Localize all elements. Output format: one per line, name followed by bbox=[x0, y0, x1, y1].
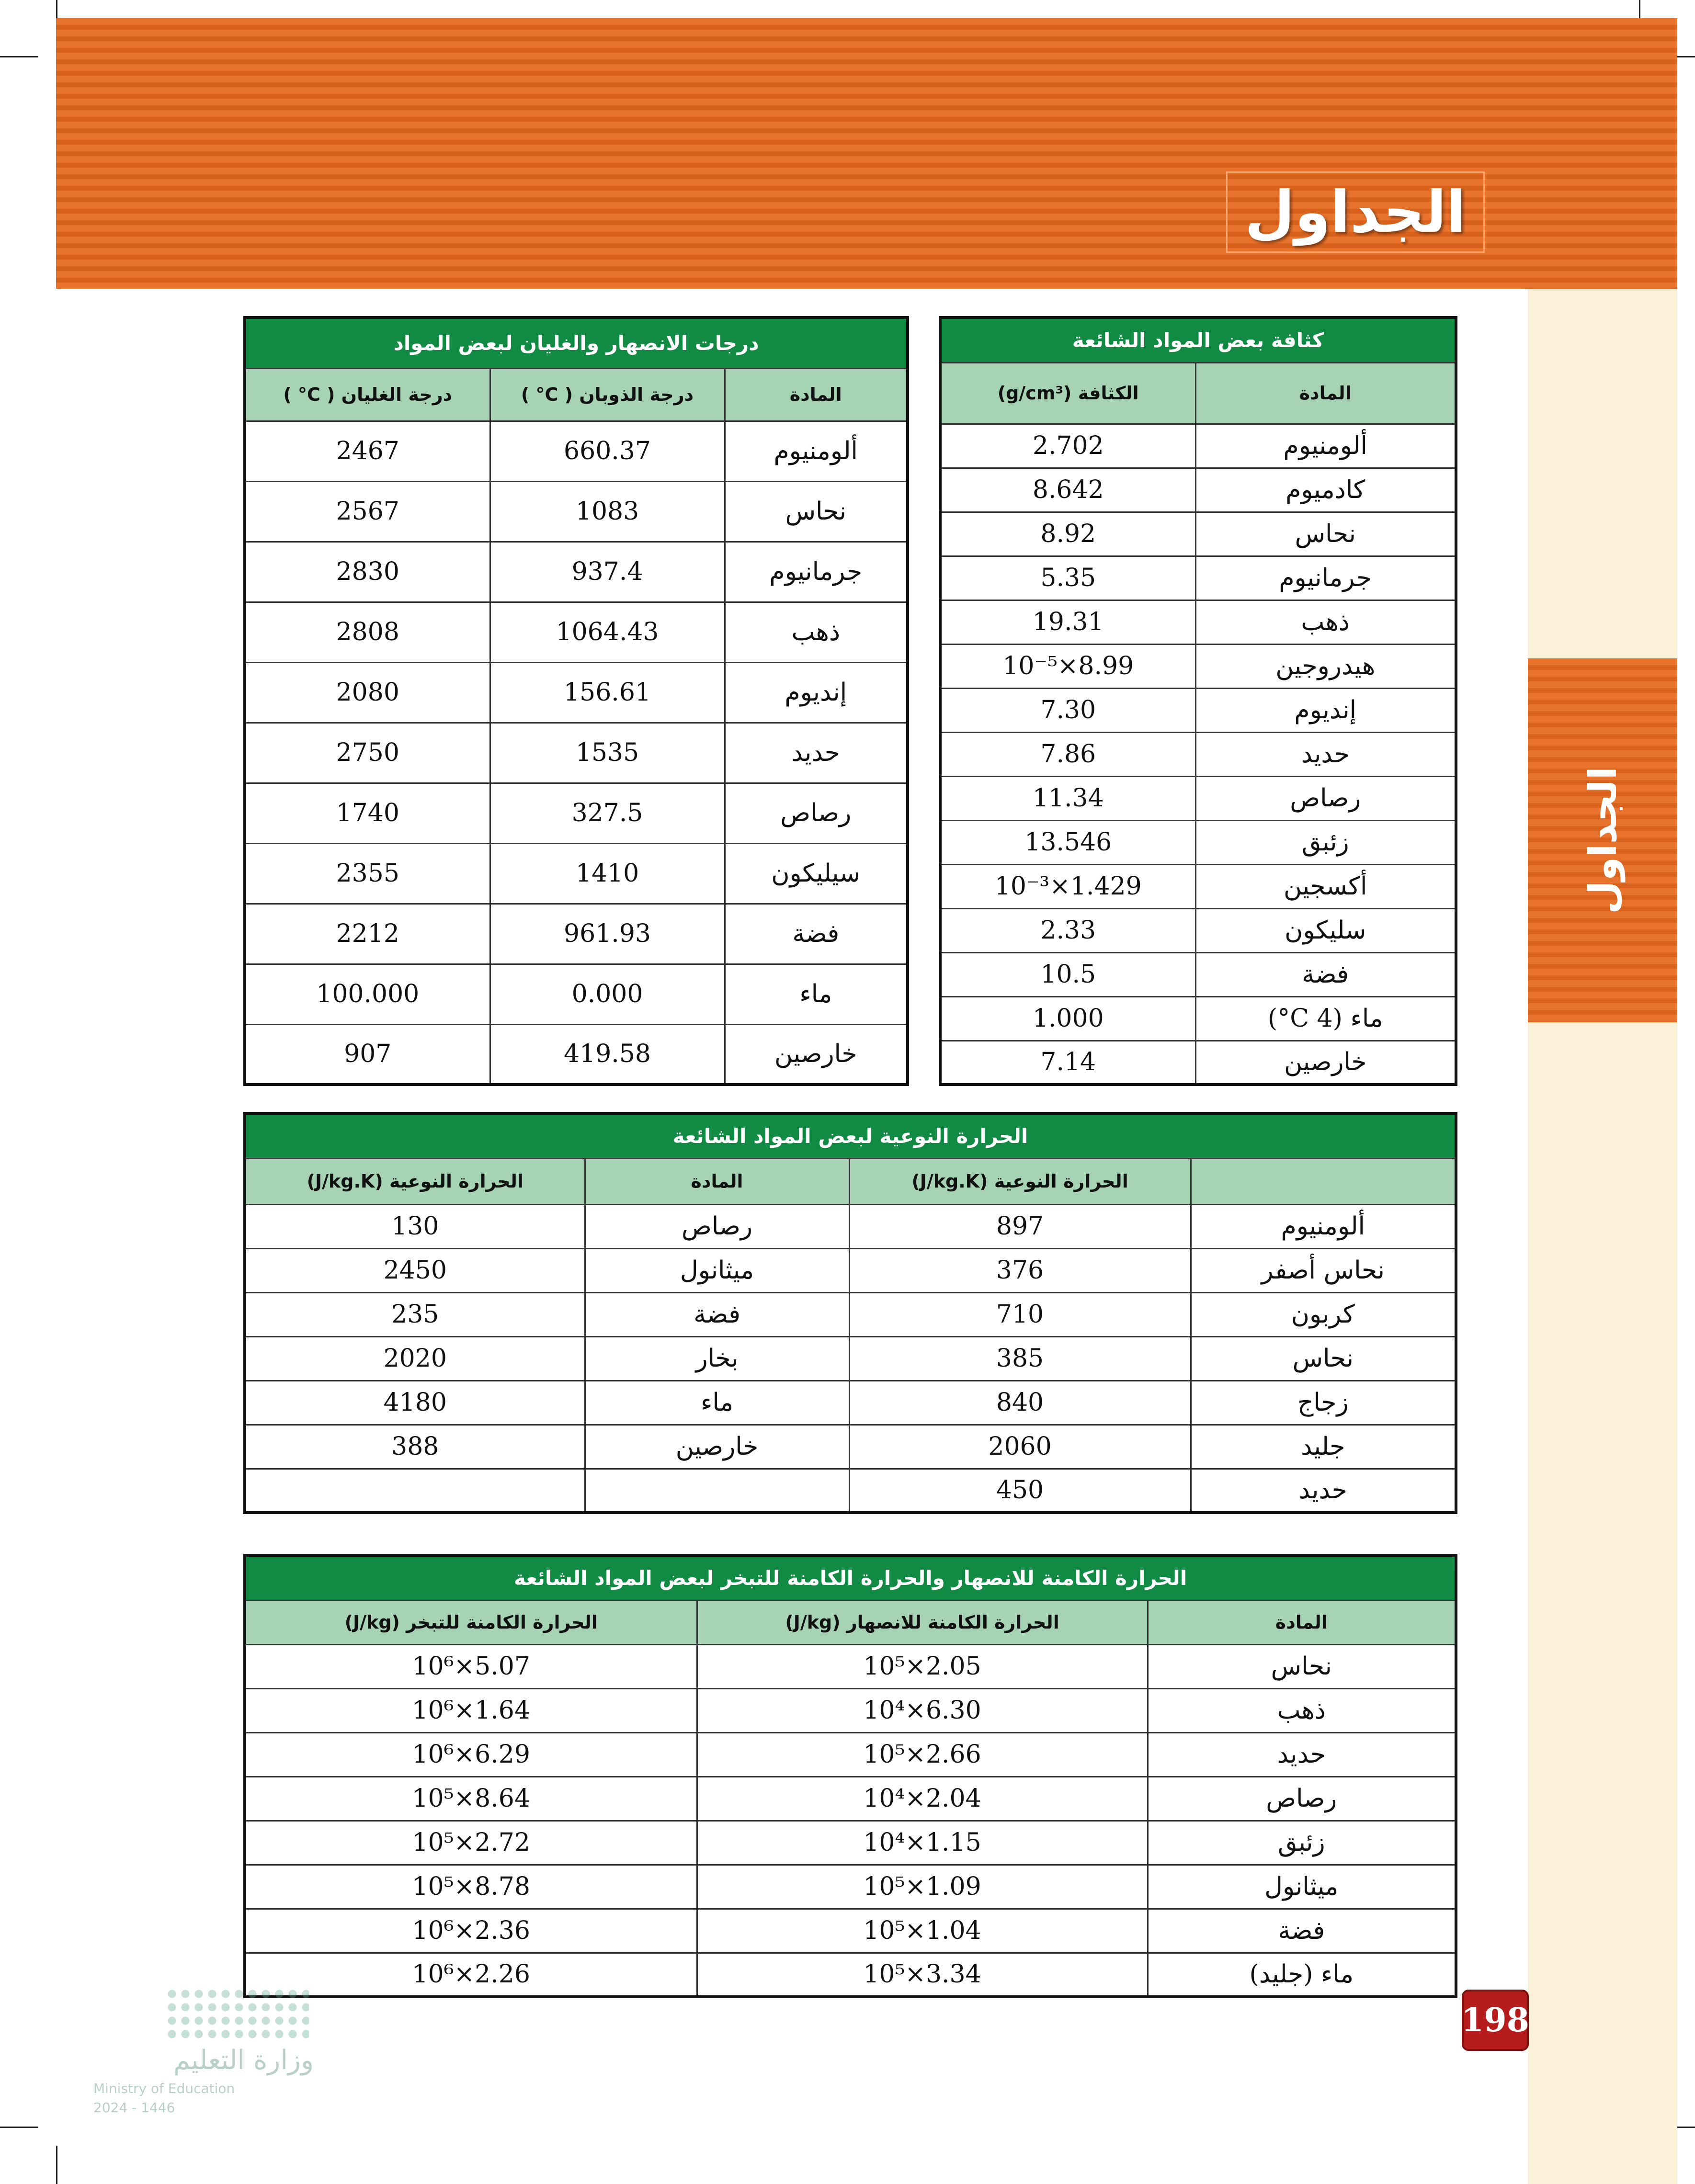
column-header: المادة bbox=[1195, 362, 1456, 424]
table-cell: حديد bbox=[1195, 732, 1456, 776]
table-cell: 130 bbox=[245, 1204, 585, 1248]
table-cell: 1535 bbox=[490, 723, 725, 783]
density-table bbox=[939, 316, 1457, 1086]
table-cell: 2.26×10⁶ bbox=[245, 1953, 697, 1997]
table-row bbox=[940, 996, 1456, 1041]
table-cell: نحاس أصفر bbox=[1191, 1248, 1456, 1292]
table-cell: 961.93 bbox=[490, 904, 725, 964]
table-caption: الحرارة النوعية لبعض المواد الشائعة bbox=[245, 1113, 1456, 1158]
table-row bbox=[245, 602, 908, 662]
page-number: 198 bbox=[1462, 1990, 1529, 2051]
table-cell: 385 bbox=[849, 1336, 1191, 1381]
column-header: درجة الذوبان ( C° ) bbox=[490, 368, 725, 421]
table-cell: بخار bbox=[585, 1336, 849, 1381]
table-caption: درجات الانصهار والغليان لبعض المواد bbox=[245, 317, 908, 368]
table-cell: رصاص bbox=[585, 1204, 849, 1248]
table-cell: 1410 bbox=[490, 843, 725, 904]
table-cell: 1.09×10⁵ bbox=[697, 1865, 1148, 1909]
table-cell: هيدروجين bbox=[1195, 644, 1456, 688]
table-row bbox=[940, 732, 1456, 776]
table-row bbox=[245, 481, 908, 542]
side-tab bbox=[1528, 658, 1677, 1022]
table-row bbox=[940, 644, 1456, 688]
table-cell: 1.000 bbox=[940, 996, 1195, 1041]
table-cell: ذهب bbox=[1148, 1688, 1456, 1732]
side-tab-label: الجداول bbox=[1580, 767, 1625, 914]
table-row bbox=[245, 1292, 1456, 1336]
table-cell: زجاج bbox=[1191, 1381, 1456, 1425]
table-row bbox=[245, 1688, 1456, 1732]
column-header bbox=[1191, 1158, 1456, 1204]
table-cell: 2808 bbox=[245, 602, 490, 662]
crop-mark bbox=[0, 56, 38, 57]
table-cell: 13.546 bbox=[940, 820, 1195, 864]
column-header: الحرارة النوعية (J/kg.K) bbox=[245, 1158, 585, 1204]
table-cell: 660.37 bbox=[490, 421, 725, 481]
table-cell: خارصين bbox=[1195, 1041, 1456, 1085]
table-cell: 2.702 bbox=[940, 424, 1195, 468]
table-cell: ألومنيوم bbox=[1191, 1204, 1456, 1248]
table-cell: 450 bbox=[849, 1469, 1191, 1513]
table-cell: 2830 bbox=[245, 542, 490, 602]
column-header: الحرارة الكامنة للتبخر (J/kg) bbox=[245, 1600, 697, 1644]
table-cell: حديد bbox=[725, 723, 908, 783]
table-cell: 388 bbox=[245, 1425, 585, 1469]
table-cell: خارصين bbox=[585, 1425, 849, 1469]
table-row bbox=[940, 820, 1456, 864]
table-row bbox=[245, 964, 908, 1024]
column-header: المادة bbox=[1148, 1600, 1456, 1644]
table-cell: 6.29×10⁶ bbox=[245, 1732, 697, 1777]
column-header: الحرارة النوعية (J/kg.K) bbox=[849, 1158, 1191, 1204]
table-cell: 2467 bbox=[245, 421, 490, 481]
table-cell: ذهب bbox=[1195, 600, 1456, 644]
specific-heat-table bbox=[243, 1112, 1457, 1514]
table-cell: 2.04×10⁴ bbox=[697, 1777, 1148, 1821]
table-cell: ماء (4 C°) bbox=[1195, 996, 1456, 1041]
column-header: المادة bbox=[585, 1158, 849, 1204]
table-row bbox=[245, 542, 908, 602]
table-cell: 1.04×10⁵ bbox=[697, 1909, 1148, 1953]
table-row bbox=[940, 424, 1456, 468]
table-cell: 5.35 bbox=[940, 556, 1195, 600]
table-cell: جرمانيوم bbox=[725, 542, 908, 602]
table-cell: كربون bbox=[1191, 1292, 1456, 1336]
table-cell: 897 bbox=[849, 1204, 1191, 1248]
table-cell: 8.99×10⁻⁵ bbox=[940, 644, 1195, 688]
crop-mark bbox=[56, 2146, 57, 2184]
table-row bbox=[940, 908, 1456, 952]
side-strip bbox=[1528, 289, 1677, 2184]
table-row bbox=[245, 1425, 1456, 1469]
table-cell: 8.78×10⁵ bbox=[245, 1865, 697, 1909]
table-cell: 1064.43 bbox=[490, 602, 725, 662]
table-cell: نحاس bbox=[1191, 1336, 1456, 1381]
table-cell: 7.14 bbox=[940, 1041, 1195, 1085]
table-cell: 2450 bbox=[245, 1248, 585, 1292]
page-title: الجداول bbox=[1226, 171, 1485, 253]
table-cell: 3.34×10⁵ bbox=[697, 1953, 1148, 1997]
table-cell: 6.30×10⁴ bbox=[697, 1688, 1148, 1732]
table-cell: حديد bbox=[1148, 1732, 1456, 1777]
table-cell: 5.07×10⁶ bbox=[245, 1644, 697, 1688]
crop-mark bbox=[0, 2127, 38, 2128]
table-row bbox=[245, 1644, 1456, 1688]
table-cell: حديد bbox=[1191, 1469, 1456, 1513]
table-cell: سيليكون bbox=[725, 843, 908, 904]
table-cell: 937.4 bbox=[490, 542, 725, 602]
table-row bbox=[940, 688, 1456, 732]
table-cell: فضة bbox=[585, 1292, 849, 1336]
table-row bbox=[940, 864, 1456, 908]
table-cell: 1083 bbox=[490, 481, 725, 542]
table-cell: سليكون bbox=[1195, 908, 1456, 952]
table-cell: خارصين bbox=[725, 1024, 908, 1085]
table-cell: 1740 bbox=[245, 783, 490, 843]
table-cell: ألومنيوم bbox=[725, 421, 908, 481]
table-row bbox=[245, 904, 908, 964]
table-row bbox=[940, 952, 1456, 996]
table-cell: رصاص bbox=[725, 783, 908, 843]
table-cell: زئبق bbox=[1195, 820, 1456, 864]
table-cell: ميثانول bbox=[585, 1248, 849, 1292]
ministry-logo bbox=[93, 1987, 314, 2121]
table-cell: ماء (جليد) bbox=[1148, 1953, 1456, 1997]
table-cell: ماء bbox=[585, 1381, 849, 1425]
table-cell: ميثانول bbox=[1148, 1865, 1456, 1909]
table-row bbox=[245, 1777, 1456, 1821]
table-cell: 19.31 bbox=[940, 600, 1195, 644]
table-cell: ذهب bbox=[725, 602, 908, 662]
table-cell: فضة bbox=[1148, 1909, 1456, 1953]
table-cell: 840 bbox=[849, 1381, 1191, 1425]
table-cell: 2.33 bbox=[940, 908, 1195, 952]
table-cell: 907 bbox=[245, 1024, 490, 1085]
table-row bbox=[245, 723, 908, 783]
table-cell: إنديوم bbox=[1195, 688, 1456, 732]
table-cell: 2567 bbox=[245, 481, 490, 542]
table-row bbox=[245, 662, 908, 723]
table-cell: 0.000 bbox=[490, 964, 725, 1024]
table-cell: نحاس bbox=[1195, 512, 1456, 556]
table-row bbox=[245, 843, 908, 904]
table-row bbox=[245, 783, 908, 843]
table-cell: 2080 bbox=[245, 662, 490, 723]
ministry-name-ar: وزارة التعليم bbox=[173, 2045, 314, 2076]
table-cell: 8.64×10⁵ bbox=[245, 1777, 697, 1821]
table-row bbox=[245, 1336, 1456, 1381]
table-row bbox=[245, 1732, 1456, 1777]
table-cell: 419.58 bbox=[490, 1024, 725, 1085]
table-cell bbox=[585, 1469, 849, 1513]
table-cell: نحاس bbox=[725, 481, 908, 542]
table-cell: 8.92 bbox=[940, 512, 1195, 556]
table-cell: نحاس bbox=[1148, 1644, 1456, 1688]
table-cell: ماء bbox=[725, 964, 908, 1024]
table-caption: الحرارة الكامنة للانصهار والحرارة الكامنة للتبخر لبعض المواد الشائعة bbox=[245, 1555, 1456, 1600]
table-row bbox=[245, 1469, 1456, 1513]
table-cell: 2020 bbox=[245, 1336, 585, 1381]
table-cell: فضة bbox=[1195, 952, 1456, 996]
table-cell: 2212 bbox=[245, 904, 490, 964]
table-cell: 156.61 bbox=[490, 662, 725, 723]
table-row bbox=[245, 1204, 1456, 1248]
logo-dots-icon bbox=[165, 1987, 309, 2040]
table-cell: ألومنيوم bbox=[1195, 424, 1456, 468]
table-row bbox=[940, 512, 1456, 556]
table-row bbox=[940, 600, 1456, 644]
table-cell: 7.86 bbox=[940, 732, 1195, 776]
table-cell: رصاص bbox=[1195, 776, 1456, 820]
table-row bbox=[940, 468, 1456, 512]
table-cell: 8.642 bbox=[940, 468, 1195, 512]
table-cell: زئبق bbox=[1148, 1821, 1456, 1865]
melting-boiling-table bbox=[243, 316, 909, 1086]
table-row bbox=[245, 1909, 1456, 1953]
table-row bbox=[245, 1381, 1456, 1425]
table-cell: رصاص bbox=[1148, 1777, 1456, 1821]
table-caption: كثافة بعض المواد الشائعة bbox=[940, 317, 1456, 362]
table-cell: 1.429×10⁻³ bbox=[940, 864, 1195, 908]
table-cell: 2355 bbox=[245, 843, 490, 904]
table-row bbox=[245, 1865, 1456, 1909]
ministry-name-en: Ministry of Education bbox=[93, 2081, 235, 2096]
table-cell: 7.30 bbox=[940, 688, 1195, 732]
table-cell: جرمانيوم bbox=[1195, 556, 1456, 600]
table-cell: فضة bbox=[725, 904, 908, 964]
table-cell: 11.34 bbox=[940, 776, 1195, 820]
table-row bbox=[940, 1041, 1456, 1085]
table-row bbox=[940, 776, 1456, 820]
table-cell: 710 bbox=[849, 1292, 1191, 1336]
table-cell: 1.15×10⁴ bbox=[697, 1821, 1148, 1865]
table-cell bbox=[245, 1469, 585, 1513]
column-header: الكثافة (g/cm³) bbox=[940, 362, 1195, 424]
table-cell: أكسجين bbox=[1195, 864, 1456, 908]
table-cell: 10.5 bbox=[940, 952, 1195, 996]
table-row bbox=[245, 1024, 908, 1085]
table-cell: 4180 bbox=[245, 1381, 585, 1425]
table-cell: 1.64×10⁶ bbox=[245, 1688, 697, 1732]
table-cell: كادميوم bbox=[1195, 468, 1456, 512]
table-row bbox=[245, 421, 908, 481]
table-cell: 2750 bbox=[245, 723, 490, 783]
column-header: درجة الغليان ( C° ) bbox=[245, 368, 490, 421]
table-row bbox=[940, 556, 1456, 600]
table-cell: إنديوم bbox=[725, 662, 908, 723]
table-cell: 235 bbox=[245, 1292, 585, 1336]
table-cell: 2.72×10⁵ bbox=[245, 1821, 697, 1865]
table-cell: جليد bbox=[1191, 1425, 1456, 1469]
table-cell: 100.000 bbox=[245, 964, 490, 1024]
ministry-year: 2024 - 1446 bbox=[93, 2100, 175, 2116]
table-cell: 2.05×10⁵ bbox=[697, 1644, 1148, 1688]
table-cell: 2.66×10⁵ bbox=[697, 1732, 1148, 1777]
column-header: المادة bbox=[725, 368, 908, 421]
table-cell: 327.5 bbox=[490, 783, 725, 843]
table-cell: 2060 bbox=[849, 1425, 1191, 1469]
latent-heat-table bbox=[243, 1554, 1457, 1998]
table-row bbox=[245, 1248, 1456, 1292]
table-cell: 376 bbox=[849, 1248, 1191, 1292]
table-row bbox=[245, 1821, 1456, 1865]
table-row bbox=[245, 1953, 1456, 1997]
column-header: الحرارة الكامنة للانصهار (J/kg) bbox=[697, 1600, 1148, 1644]
table-cell: 2.36×10⁶ bbox=[245, 1909, 697, 1953]
